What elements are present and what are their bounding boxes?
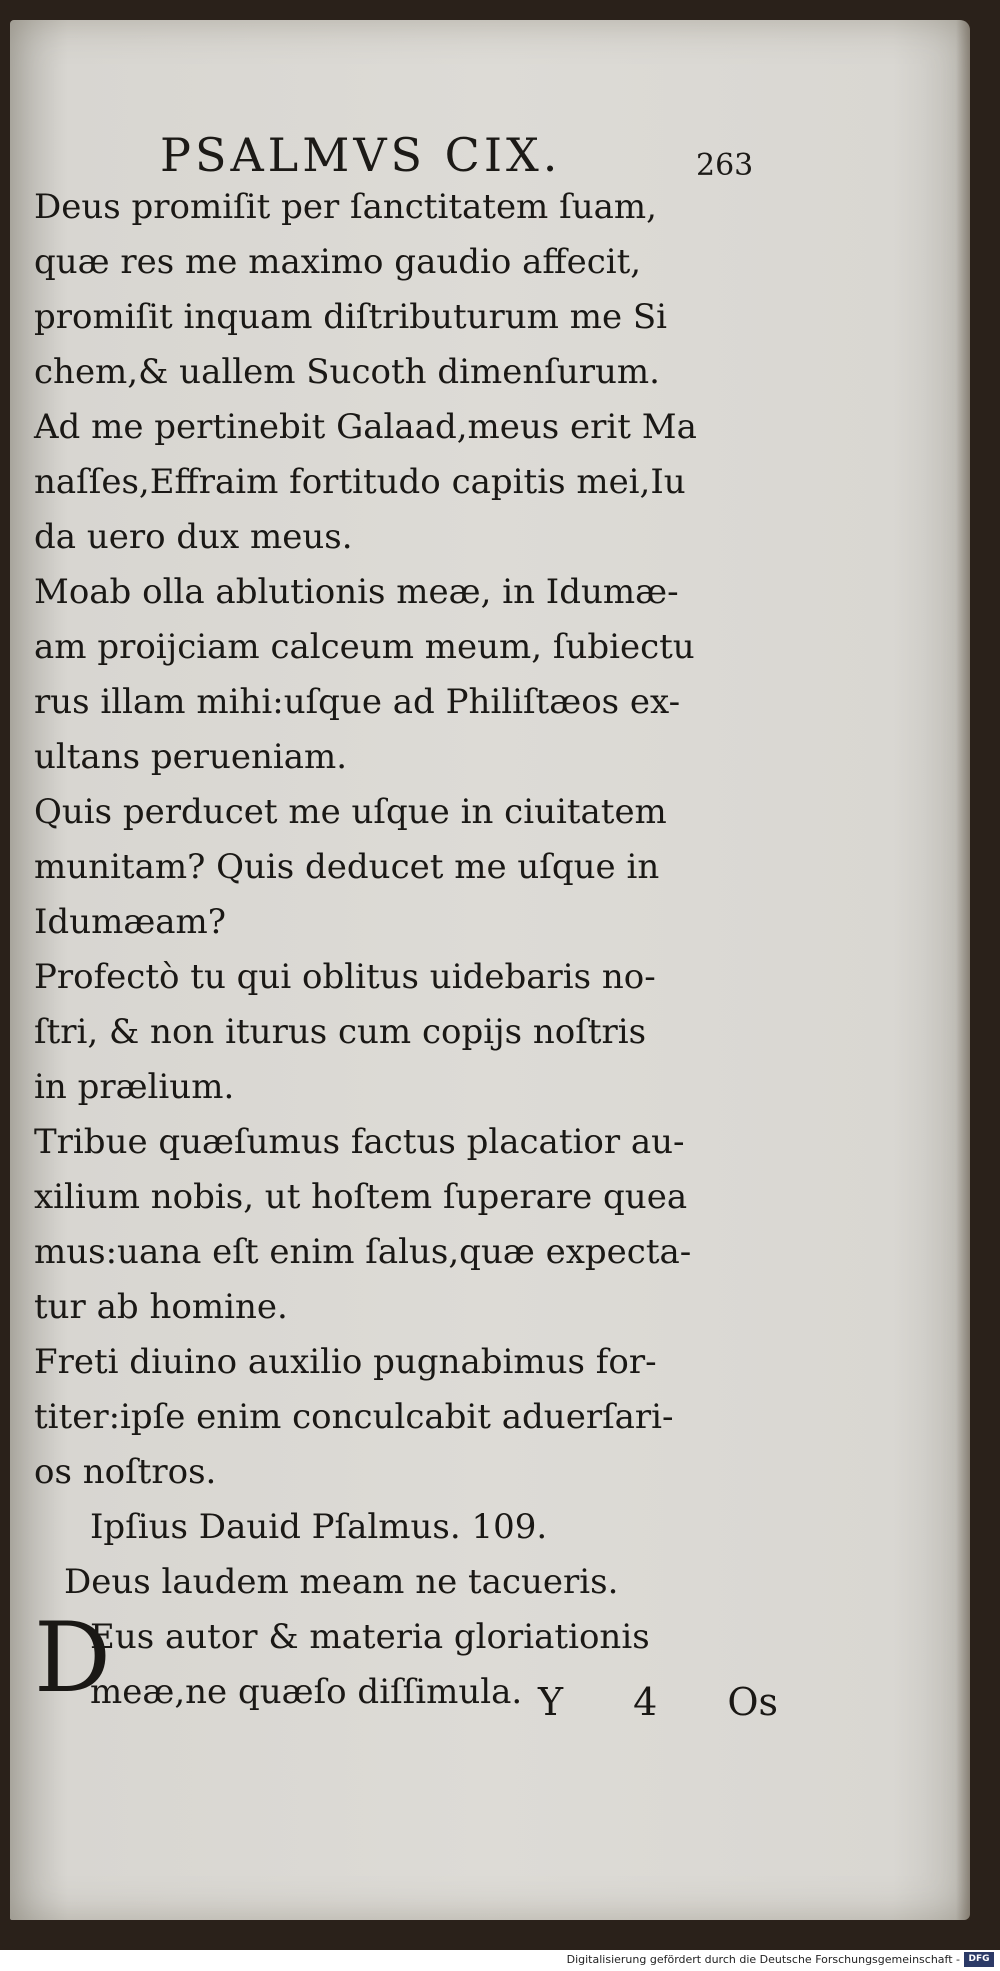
text-line: Quis perducet me uſque in ciuitatem: [34, 792, 667, 832]
text-line: Profectò tu qui oblitus uidebaris no-: [34, 957, 656, 997]
psalm-incipit: Deus laudem meam ne tacueris.: [64, 1562, 619, 1602]
text-line: tur ab homine.: [34, 1287, 288, 1327]
text-line: naſſes,Effraim fortitudo capitis mei,Iu: [34, 462, 686, 502]
text-line: chem,& uallem Sucoth dimenſurum.: [34, 352, 660, 392]
catchword: Os: [727, 1680, 778, 1724]
running-head: PSALMVS CIX.: [160, 128, 562, 182]
text-line: titer:ipſe enim conculcabit aduerſari-: [34, 1397, 674, 1437]
text-line: Freti diuino auxilio pugnabimus for-: [34, 1342, 657, 1382]
page-number: 263: [696, 148, 754, 183]
funding-notice: Digitalisierung gefördert durch die Deutsche Forschungsgemeinschaft -: [566, 1953, 960, 1966]
text-line: Eus autor & materia gloriationis: [90, 1617, 650, 1657]
text-line: xilium nobis, ut hoſtem ſuperare quea: [34, 1177, 688, 1217]
text-line: promiſit inquam diſtributurum me Si: [34, 297, 668, 337]
dropcap-letter: D: [34, 1602, 111, 1714]
text-line: Idumæam?: [34, 902, 227, 942]
text-line: rus illam mihi:uſque ad Philiſtæos ex-: [34, 682, 681, 722]
psalm-heading: Ipſius Dauid Pſalmus. 109.: [90, 1507, 548, 1547]
text-line: Tribue quæſumus factus placatior au-: [34, 1122, 685, 1162]
text-line: Ad me pertinebit Galaad,meus erit Ma: [34, 407, 697, 447]
text-line: Deus promiſit per ſanctitatem ſuam,: [34, 187, 657, 227]
text-line: os noſtros.: [34, 1452, 217, 1492]
text-line: mus:uana eſt enim ſalus,quæ expecta-: [34, 1232, 692, 1272]
text-line: in prælium.: [34, 1067, 235, 1107]
footer-bar: [0, 1950, 1000, 1971]
signature-mark: Y: [538, 1680, 564, 1724]
text-line: da uero dux meus.: [34, 517, 353, 557]
text-line: meæ,ne quæſo diſſimula.: [90, 1672, 523, 1712]
text-line: munitam? Quis deducet me uſque in: [34, 847, 660, 887]
page-edge-shadow: [956, 20, 970, 1920]
text-block: [34, 180, 774, 1720]
book-page: [10, 20, 970, 1920]
text-line: am proijciam calceum meum, ſubiectu: [34, 627, 695, 667]
text-line: quæ res me maximo gaudio affecit,: [34, 242, 642, 282]
signature-number: 4: [633, 1680, 658, 1724]
text-line: Moab olla ablutionis meæ, in Idumæ-: [34, 572, 679, 612]
text-line: ultans perueniam.: [34, 737, 348, 777]
catchline: [538, 1680, 778, 1724]
text-line: ſtri, & non iturus cum copijs noſtris: [34, 1012, 647, 1052]
dfg-logo: DFG: [964, 1952, 994, 1967]
